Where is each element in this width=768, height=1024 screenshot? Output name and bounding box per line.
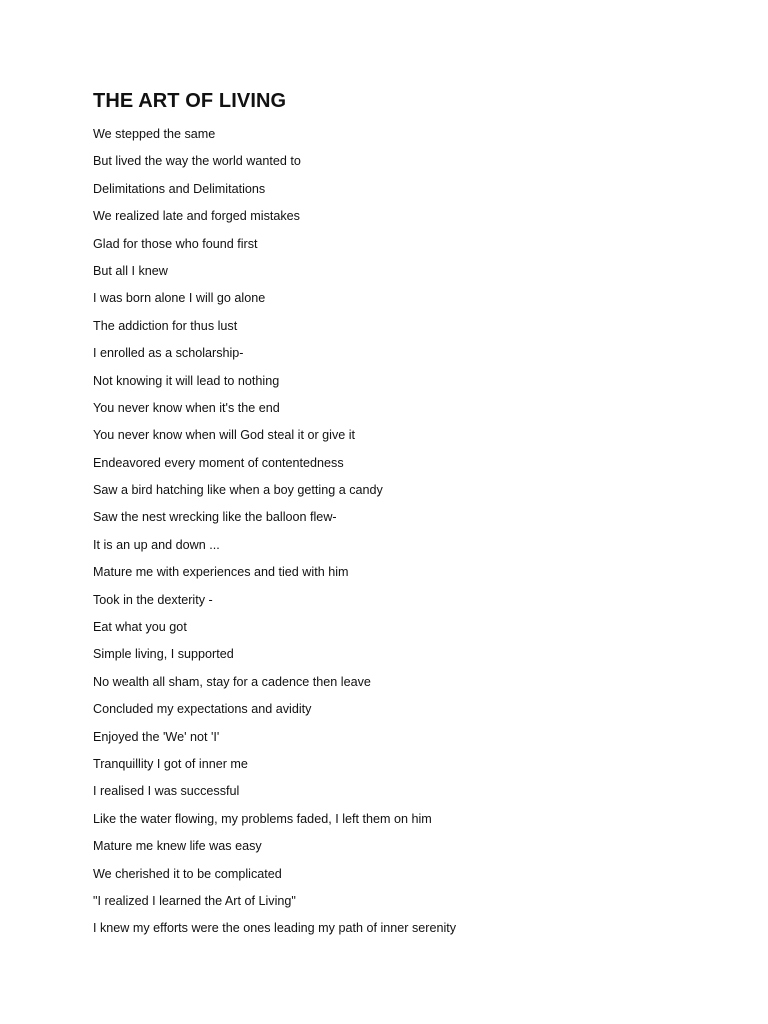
poem-line: Enjoyed the 'We' not 'I' (93, 729, 220, 744)
poem-line: We cherished it to be complicated (93, 866, 282, 881)
poem-line: I realised I was successful (93, 784, 240, 799)
poem-line: Simple living, I supported (93, 647, 234, 662)
poem-line: You never know when will God steal it or give it (93, 428, 356, 443)
poem-line: Saw the nest wrecking like the balloon flew- (93, 510, 337, 525)
poem-title: THE ART OF LIVING (93, 90, 287, 112)
poem-line: Eat what you got (93, 620, 187, 635)
poem-line: No wealth all sham, stay for a cadence then leave (93, 674, 371, 689)
poem-line: Tranquillity I got of inner me (93, 756, 248, 771)
poem-line: I was born alone I will go alone (93, 291, 266, 306)
poem-line: But lived the way the world wanted to (93, 154, 301, 169)
poem-line: Like the water flowing, my problems faded, I left them on him (93, 811, 432, 826)
poem-line: The addiction for thus lust (93, 318, 238, 333)
poem-line: I knew my efforts were the ones leading my path of inner serenity (93, 921, 457, 936)
poem-line: Saw a bird hatching like when a boy getting a candy (93, 483, 383, 498)
poem-body (93, 124, 456, 946)
poem-line: Endeavored every moment of contentedness (93, 455, 344, 470)
poem-line: Not knowing it will lead to nothing (93, 373, 280, 388)
poem-line: But all I knew (93, 263, 168, 278)
poem-line: You never know when it's the end (93, 400, 280, 415)
poem-line: We stepped the same (93, 127, 216, 141)
poem-line: Mature me with experiences and tied with him (93, 565, 349, 580)
poem-line: It is an up and down ... (93, 537, 220, 552)
poem-line: I enrolled as a scholarship- (93, 346, 244, 361)
poem-line: Delimitations and Delimitations (93, 181, 266, 196)
poem-line: "I realized I learned the Art of Living" (93, 893, 296, 908)
poem-line: Concluded my expectations and avidity (93, 702, 312, 717)
poem-line: We realized late and forged mistakes (93, 209, 300, 224)
poem-line: Took in the dexterity - (93, 592, 213, 607)
poem-line: Mature me knew life was easy (93, 839, 262, 854)
poem-line: Glad for those who found first (93, 236, 258, 251)
